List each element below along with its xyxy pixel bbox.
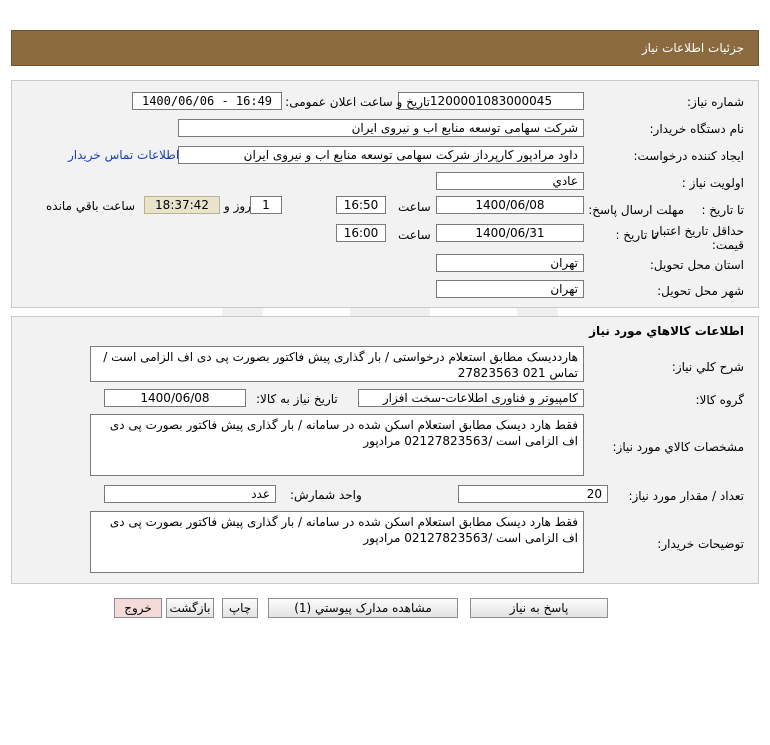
price-validity-label: حداقل تاریخ اعتبار قیمت:	[653, 224, 744, 252]
goods-group-field: کامپیوتر و فناوری اطلاعات-سخت افزار	[358, 389, 584, 407]
quantity-label: تعداد / مقدار مورد نیاز:	[628, 489, 744, 503]
buyer-notes-field: فقط هارد دیسک مطابق استعلام اسکن شده در سامانه / بار گذاری پیش فاکتور بصورت پی دی اف الزامی است /02127823563 مرادپور	[90, 511, 584, 573]
delivery-province-label: استان محل تحویل:	[649, 258, 744, 272]
page-title: جزئیات اطلاعات نیاز	[641, 41, 744, 55]
specs-label: مشخصات کالاي مورد نياز:	[612, 440, 744, 454]
announce-datetime-field: 1400/06/06 - 16:49	[132, 92, 282, 110]
quantity-field: 20	[458, 485, 608, 503]
price-validity-date-field: 1400/06/31	[436, 224, 584, 242]
remaining-time-field: 18:37:42	[144, 196, 220, 214]
reply-time-label: ساعت	[398, 200, 431, 214]
unit-field: عدد	[104, 485, 276, 503]
delivery-city-field: تهران	[436, 280, 584, 298]
reply-date-field: 1400/06/08	[436, 196, 584, 214]
summary-label: شرح کلي نياز:	[671, 360, 744, 374]
specs-field: فقط هارد دیسک مطابق استعلام اسکن شده در سامانه / بار گذاری پیش فاکتور بصورت پی دی اف الزامی است /02127823563 مرادپور	[90, 414, 584, 476]
reply-time-field: 16:50	[336, 196, 386, 214]
reply-to-date-label: تا تاریخ :	[701, 203, 744, 217]
announce-datetime-label: تاریخ و ساعت اعلان عمومی:	[285, 95, 430, 109]
delivery-city-label: شهر محل تحویل:	[657, 284, 744, 298]
priority-field: عادي	[436, 172, 584, 190]
buyer-notes-label: توضیحات خریدار:	[657, 537, 744, 551]
requester-field: داود مرادپور کارپرداز شرکت سهامی توسعه منابع اب و نیروی ایران	[178, 146, 584, 164]
back-button[interactable]: بازگشت	[166, 598, 214, 618]
need-number-label: شماره نیاز:	[687, 95, 744, 109]
days-label: روز و	[224, 199, 251, 213]
price-time-label: ساعت	[398, 228, 431, 242]
reply-button[interactable]: پاسخ به نیاز	[470, 598, 608, 618]
need-details-panel	[11, 80, 759, 308]
reply-deadline-label: مهلت ارسال پاسخ:	[588, 203, 684, 217]
summary-field: هارددیسک مطابق استعلام درخواستی / بار گذاری پیش فاکتور بصورت پی دی اف الزامی است / تماس 021 27823563	[90, 346, 584, 382]
print-button[interactable]: چاپ	[222, 598, 258, 618]
goods-group-label: گروه کالا:	[695, 393, 744, 407]
need-date-field: 1400/06/08	[104, 389, 246, 407]
requester-label: ایجاد کننده درخواست:	[633, 149, 744, 163]
remaining-time-label: ساعت باقي مانده	[46, 199, 136, 213]
buyer-org-label: نام دستگاه خریدار:	[649, 122, 744, 136]
attachments-button[interactable]: مشاهده مدارک پیوستي (1)	[268, 598, 458, 618]
exit-button[interactable]: خروج	[114, 598, 162, 618]
page-header	[11, 30, 759, 66]
price-validity-time-field: 16:00	[336, 224, 386, 242]
buyer-org-field: شرکت سهامی توسعه منابع اب و نیروی ایران	[178, 119, 584, 137]
price-to-date-label: تا تاریخ :	[615, 228, 658, 242]
remaining-days-field: 1	[250, 196, 282, 214]
priority-label: اولویت نیاز :	[681, 176, 744, 190]
buyer-contact-link[interactable]: اطلاعات تماس خریدار	[68, 148, 180, 162]
need-date-label: تاریخ نیاز به کالا:	[256, 392, 338, 406]
delivery-province-field: تهران	[436, 254, 584, 272]
goods-section-title: اطلاعات کالاهاي مورد نياز	[589, 324, 744, 338]
need-number-field: 1200001083000045	[398, 92, 584, 110]
unit-label: واحد شمارش:	[290, 488, 362, 502]
